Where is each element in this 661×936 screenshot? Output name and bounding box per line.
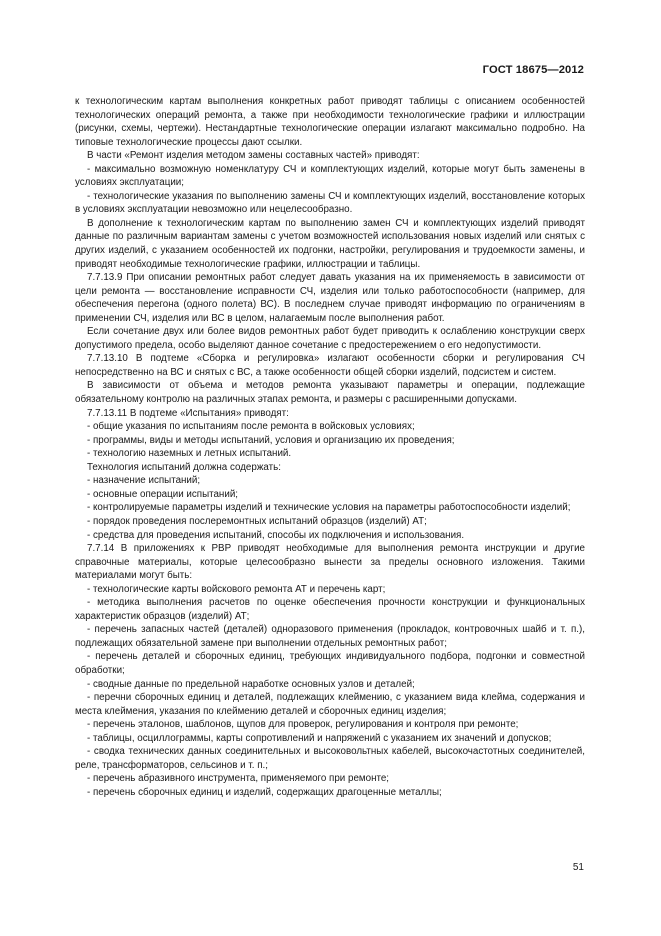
paragraph: 7.7.13.9 При описании ремонтных работ следует давать указания на их применяемость в зависимости от цели ремонта — восстановление исправности СЧ, изделия или только работоспособности (например, для обеспечения перегона (одного полета) ВС). В последнем случае приводят информацию по ограничениям в применении СЧ, изделия или ВС в целом, налагаемым после выполнения работ. (75, 272, 585, 324)
paragraph: - перечень деталей и сборочных единиц, требующих индивидуального подбора, подгонки и совместной обработки; (75, 651, 585, 676)
paragraph: - назначение испытаний; (87, 475, 201, 487)
paragraph: 7.7.13.10 В подтеме «Сборка и регулировка» излагают особенности сборки и регулирования СЧ непосредственно на ВС и снятых с ВС, а также особенности общей сборки изделий, подсистем и систем. (75, 353, 585, 378)
paragraph: - перечень сборочных единиц и изделий, содержащих драгоценные металлы; (87, 786, 442, 798)
paragraph: - порядок проведения послеремонтных испытаний образцов (изделий) АТ; (87, 515, 427, 527)
paragraph: - перечень запасных частей (деталей) одноразового применения (прокладок, контровочных шайб и т. п.), подлежащих обязательной замене при выполнении отдельных ремонтных работ; (75, 624, 585, 649)
paragraph: Технология испытаний должна содержать: (87, 461, 281, 473)
paragraph: - сводные данные по предельной наработке основных узлов и деталей; (87, 678, 415, 690)
paragraph: - технологические указания по выполнению замены СЧ и комплектующих изделий, восстановление которых в условиях эксплуатации невозможно или нецелесообразно. (75, 190, 585, 216)
body-text (75, 95, 585, 799)
paragraph: - технологические карты войскового ремонта АТ и перечень карт; (87, 583, 386, 595)
paragraph: В дополнение к технологическим картам по выполнению замен СЧ и комплектующих изделий приводят данные по различным вариантам замены с учетом возможностей использования новых изделий или снятых с других изделий, с указанием особенностей их подгонки, настройки, регулирования и трудоемкости замены, и приводят необходимые технологические графики, иллюстрации и таблицы. (75, 217, 585, 270)
paragraph: - сводка технических данных соединительных и высоковольтных кабелей, высокочастотных соединителей, реле, трансформаторов, сельсинов и т. п.; (75, 746, 585, 771)
paragraph: к технологическим картам выполнения конкретных работ приводят таблицы с описанием особенностей технологических операций ремонта, а также при необходимости технологические графики и иллюстрации (рисунки, схемы, чертежи). Нестандартные технологические операции излагают максимально подробно. На типовые технологические процессы дают ссылки. (75, 96, 585, 148)
paragraph: - максимально возможную номенклатуру СЧ и комплектующих изделий, которые могут быть заменены в условиях эксплуатации; (75, 163, 585, 189)
paragraph: - основные операции испытаний; (87, 488, 239, 500)
paragraph: - перечень эталонов, шаблонов, щупов для проверок, регулирования и контроля при ремонте; (87, 719, 519, 731)
paragraph: В части «Ремонт изделия методом замены составных частей» приводят: (87, 150, 420, 162)
paragraph: В зависимости от объема и методов ремонта указывают параметры и операции, подлежащие обязательному контролю на различных этапах ремонта, и размеры с расширенными допусками. (75, 380, 585, 406)
paragraph: - перечни сборочных единиц и деталей, подлежащих клеймению, с указанием вида клейма, содержания и места клеймения, указания по клеймению деталей и сборочных единиц изделия; (75, 692, 585, 717)
paragraph: - средства для проведения испытаний, способы их подключения и использования. (87, 529, 465, 541)
page-number: 51 (572, 862, 584, 873)
paragraph: - перечень абразивного инструмента, применяемого при ремонте; (87, 773, 390, 785)
paragraph: 7.7.13.11 В подтеме «Испытания» приводят: (87, 407, 289, 419)
paragraph: - технологию наземных и летных испытаний. (87, 448, 292, 460)
paragraph: 7.7.14 В приложениях к РВР приводят необходимые для выполнения ремонта инструкции и другие справочные материалы, которые целесообразно вынести за пределы основного изложения. Такими материалами могут быть: (75, 543, 585, 582)
paragraph: - методика выполнения расчетов по оценке обеспечения прочности конструкции и функциональных характеристик образцов (изделий) АТ; (75, 597, 585, 622)
paragraph: - таблицы, осциллограммы, карты сопротивлений и напряжений с указанием их значений и допусков; (87, 732, 552, 744)
paragraph: Если сочетание двух или более видов ремонтных работ будет приводить к ослаблению конструкции сверх допустимого предела, особо выделяют данное сочетание с предостережением о его недопустимости. (75, 326, 585, 351)
paragraph: - контролируемые параметры изделий и технические условия на параметры работоспособности изделий; (87, 502, 571, 514)
paragraph: - программы, виды и методы испытаний, условия и организацию их проведения; (87, 434, 455, 446)
document-header-title: ГОСТ 18675—2012 (482, 64, 584, 76)
paragraph: - общие указания по испытаниям после ремонта в войсковых условиях; (87, 421, 415, 433)
